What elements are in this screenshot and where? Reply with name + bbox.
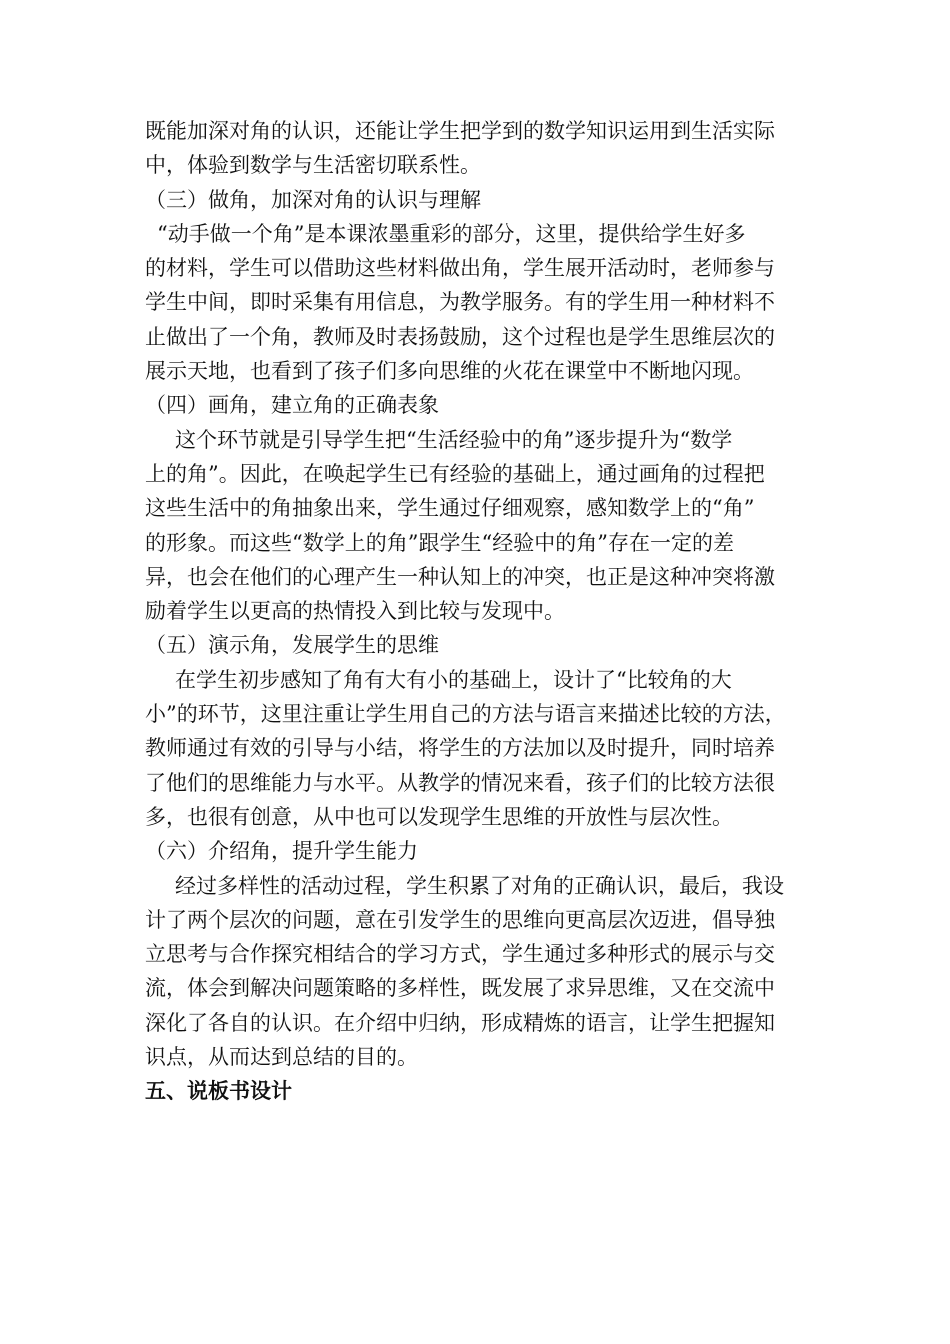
subheading-draw-angle: （四）画角，建立角的正确表象 xyxy=(145,393,439,418)
paragraph-line: 了他们的思维能力与水平。从教学的情况来看，孩子们的比较方法很 xyxy=(145,770,775,795)
paragraph-line: 立思考与合作探究相结合的学习方式，学生通过多种形式的展示与交 xyxy=(145,942,775,967)
paragraph-line: 励着学生以更高的热情投入到比较与发现中。 xyxy=(145,599,565,624)
paragraph-line: 的材料，学生可以借助这些材料做出角，学生展开活动时，老师参与 xyxy=(145,256,775,281)
paragraph-line: 在学生初步感知了角有大有小的基础上，设计了“比较角的大 xyxy=(175,667,732,692)
paragraph-line: 流，体会到解决问题策略的多样性，既发展了求异思维，又在交流中 xyxy=(145,976,775,1001)
paragraph-line: 教师通过有效的引导与小结，将学生的方法加以及时提升，同时培养 xyxy=(145,736,775,761)
paragraph-line: 多，也很有创意，从中也可以发现学生思维的开放性与层次性。 xyxy=(145,804,733,829)
paragraph-line: “动手做一个角”是本课浓墨重彩的部分，这里，提供给学生好多 xyxy=(157,221,746,246)
paragraph-line: 深化了各自的认识。在介绍中归纳，形成精炼的语言，让学生把握知 xyxy=(145,1010,775,1035)
paragraph-line: 这个环节就是引导学生把“生活经验中的角”逐步提升为“数学 xyxy=(175,427,733,452)
paragraph-line: 这些生活中的角抽象出来，学生通过仔细观察，感知数学上的“角” xyxy=(145,496,755,521)
paragraph-line: 经过多样性的活动过程，学生积累了对角的正确认识，最后，我设 xyxy=(175,873,784,898)
paragraph-line: 的形象。而这些“数学上的角”跟学生“经验中的角”存在一定的差 xyxy=(145,530,734,555)
subheading-introduce-angle: （六）介绍角，提升学生能力 xyxy=(145,839,418,864)
document-body xyxy=(145,114,815,1109)
paragraph-line: 识点，从而达到总结的目的。 xyxy=(145,1045,418,1070)
paragraph-line: 小”的环节，这里注重让学生用自己的方法与语言来描述比较的方法， xyxy=(145,702,786,727)
paragraph-line: 展示天地，也看到了孩子们多向思维的火花在课堂中不断地闪现。 xyxy=(145,359,754,384)
subheading-make-angle: （三）做角，加深对角的认识与理解 xyxy=(145,187,481,212)
paragraph-line: 既能加深对角的认识，还能让学生把学到的数学知识运用到生活实际 xyxy=(145,119,775,143)
paragraph-line: 中，体验到数学与生活密切联系性。 xyxy=(145,153,481,178)
section-heading: 五、说板书设计 xyxy=(145,1079,292,1104)
paragraph-line: 学生中间，即时采集有用信息，为教学服务。有的学生用一种材料不 xyxy=(145,290,775,315)
paragraph-line: 异，也会在他们的心理产生一种认知上的冲突，也正是这种冲突将激 xyxy=(145,564,775,589)
subheading-demo-angle: （五）演示角，发展学生的思维 xyxy=(145,633,439,658)
paragraph-line: 计了两个层次的问题，意在引发学生的思维向更高层次迈进，倡导独 xyxy=(145,907,775,932)
paragraph-line: 上的角”。因此，在唤起学生已有经验的基础上，通过画角的过程把 xyxy=(145,461,765,486)
paragraph-line: 止做出了一个角，教师及时表扬鼓励，这个过程也是学生思维层次的 xyxy=(145,324,775,349)
